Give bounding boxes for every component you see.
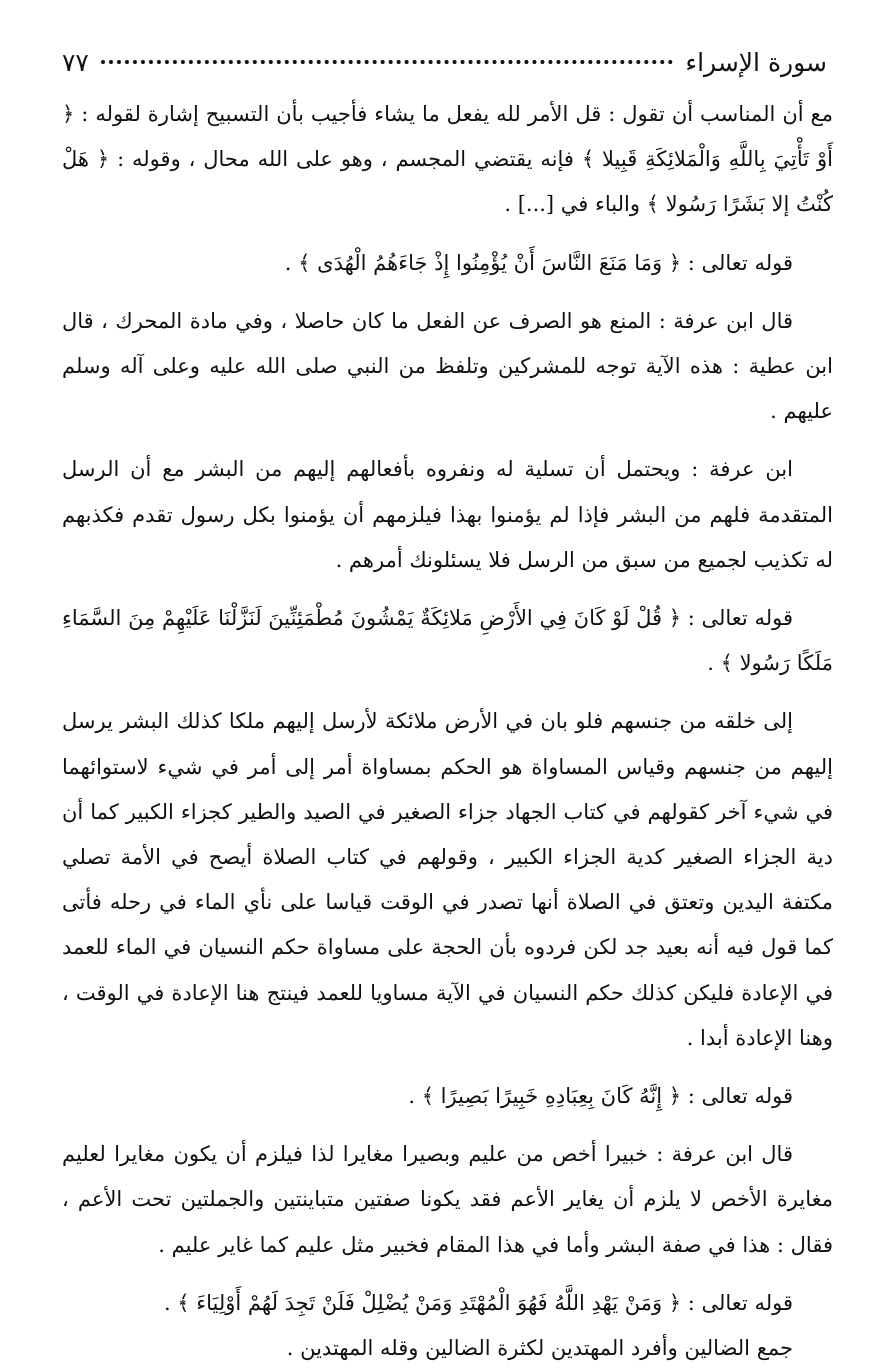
- paragraph: قال ابن عرفة : خبيرا أخص من عليم وبصيرا مغايرا لذا فيلزم أن يكون مغايرا لعليم مغايرة الأخص لا يلزم أن يغاير الأعم فقد يكونا صفتين متباينتين والجملتين تحت الأعم ، فقال : هذا في صفة البشر وأما في هذا المقام فخبير مثل عليم كما غاير عليم .: [62, 1142, 833, 1257]
- paragraph: مع أن المناسب أن تقول : قل الأمر لله يفعل ما يشاء فأجيب بأن التسبيح إشارة لقوله : ﴿ أَوْ تَأْتِيَ بِاللَّهِ وَالْمَلائِكَةِ قَبِيلا ﴾ فإنه يقتضي المجسم ، وهو على الله محال ، وقوله : ﴿ هَلْ كُنْتُ إلا بَشَرًا رَسُولا ﴾ والباء في [...] .: [62, 102, 833, 217]
- header-dotted-leader: [101, 60, 674, 64]
- page-body: [62, 92, 833, 1371]
- paragraph: قال ابن عرفة : المنع هو الصرف عن الفعل ما كان حاصلا ، وفي مادة المحرك ، قال ابن عطية : هذه الآية توجه للمشركين وتلفظ من النبي صلى الله عليه وعلى آله وسلم عليهم .: [62, 308, 833, 424]
- surah-title: سورة الإسراء: [685, 47, 827, 77]
- verse-quote: قوله تعالى : ﴿ وَمَا مَنَعَ النَّاسَ أَنْ يُؤْمِنُوا إِذْ جَاءَهُمُ الْهُدَى ﴾ .: [284, 250, 793, 275]
- verse-quote: قوله تعالى : ﴿ إِنَّهُ كَانَ بِعِبَادِهِ خَبِيرًا بَصِيرًا ﴾ .: [408, 1084, 793, 1109]
- running-header: [62, 40, 827, 84]
- paragraph: جمع الضالين وأفرد المهتدين لكثرة الضالين وقله المهتدين .: [286, 1336, 793, 1361]
- verse-quote: قوله تعالى : ﴿ قُلْ لَوْ كَانَ فِي الأَرْضِ مَلائِكَةٌ يَمْشُونَ مُطْمَئِنِّينَ لَنَزَّلْنَا عَلَيْهِمْ مِنَ السَّمَاءِ مَلَكًا رَسُولا ﴾ .: [62, 606, 833, 676]
- paragraph: إلى خلقه من جنسهم فلو بان في الأرض ملائكة لأرسل إليهم ملكا كذلك البشر يرسل إليهم من جنسهم وقياس المساواة هو الحكم بمساواة أمر إلى أمر في شيء لاستوائهما في شيء آخر كقولهم في كتاب الجهاد جزاء الصغير في الصيد والطير كجزاء الكبير كما أن دية الجزاء الصغير كدية الجزاء الكبير ، وقولهم في كتاب الصلاة أيصح في الأمة تصلي مكتفة اليدين وتعتق في الصلاة أنها تصدر في الوقت قياسا على نأي الماء في رحله فأتى كما قول فيه أنه بعيد جد لكن فردوه بأن الحجة على مساواة حكم النسيان في الماء للعمد في الإعادة فليكن كذلك حكم النسيان في الآية مساويا للعمد فينتج هنا الإعادة في الوقت ، وهنا الإعادة أبدا .: [62, 709, 833, 1050]
- verse-quote: قوله تعالى : ﴿ وَمَنْ يَهْدِ اللَّهُ فَهُوَ الْمُهْتَدِ وَمَنْ يُضْلِلْ فَلَنْ تَجِدَ لَهُمْ أَوْلِيَاءَ ﴾ .: [163, 1290, 793, 1315]
- paragraph: ابن عرفة : ويحتمل أن تسلية له ونفروه بأفعالهم إليهم من البشر مع أن الرسل المتقدمة فلهم من البشر فإذا لم يؤمنوا بهذا فيلزمهم أن يؤمنوا بكل رسول تقدم فكذبهم له تكذيب لجميع من سبق من الرسل فلا يسئلونك أمرهم .: [62, 457, 833, 572]
- page-number: ٧٧: [62, 47, 89, 77]
